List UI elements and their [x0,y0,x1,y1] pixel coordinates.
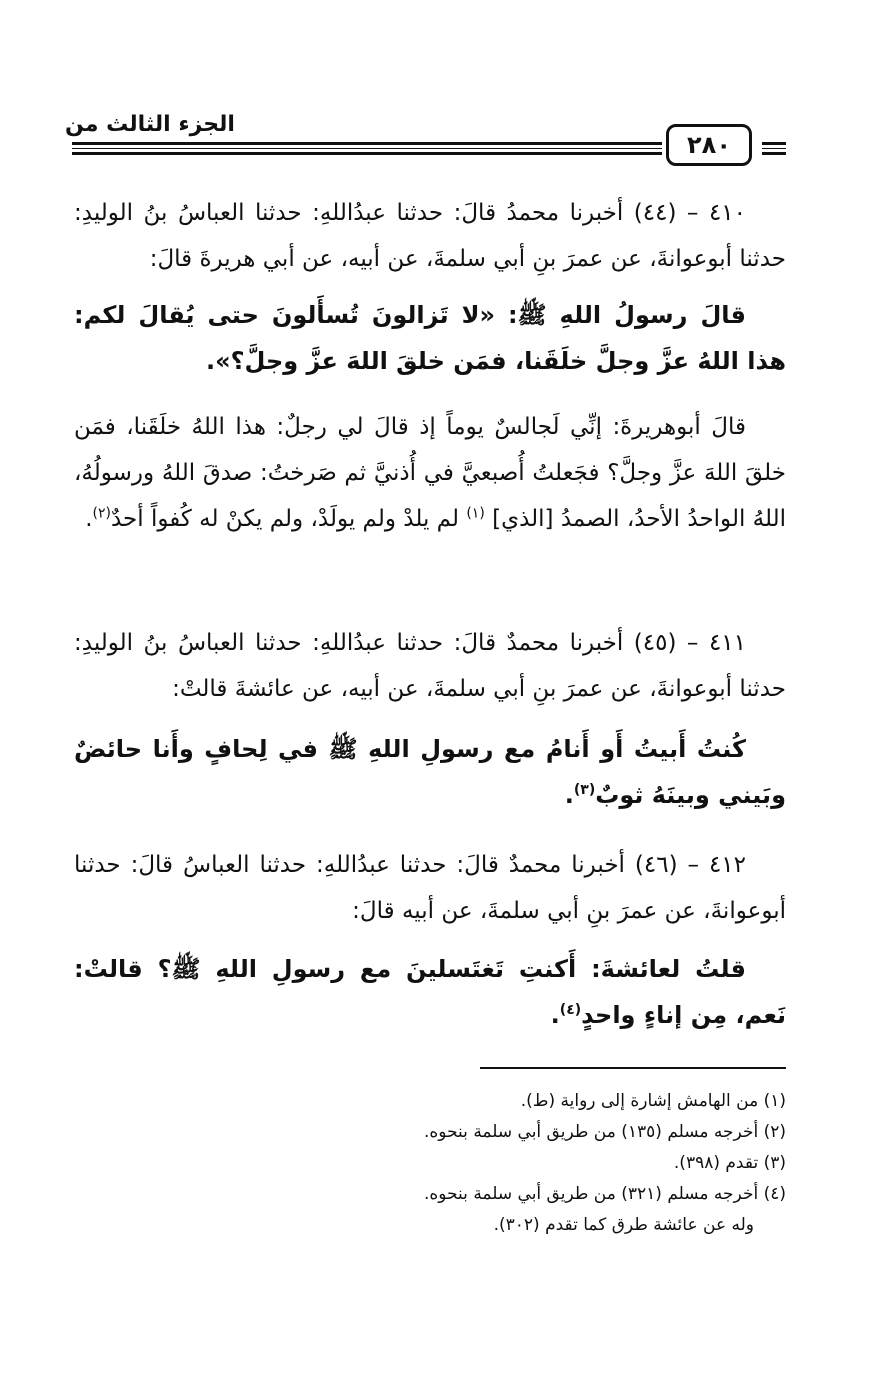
header-rule-line [762,152,786,155]
footnote-marker: (٣) [573,782,596,798]
hadith-410-text: قالَ رسولُ اللهِ ﷺ: «لا تَزالونَ تُسأَلونَ حتى يُقالَ لكم: هذا اللهُ عزَّ وجلَّ خلَقَنا، فمَن خلقَ اللهَ عزَّ وجلَّ؟». [74,301,786,375]
page-number: ٢٨٠ [666,124,752,166]
header-rule-line [72,152,662,155]
commentary-text-end: لم يلدْ ولم يولَدْ، ولم يكنْ له كُفواً أحدٌ [110,506,459,532]
header-rule-line [762,142,786,145]
hadith-411-chain: ٤١١ – (٤٥) أخبرنا محمدٌ قالَ: حدثنا عبدُاللهِ: حدثنا العباسُ بنُ الوليدِ: حدثنا أبوعوانةَ، عن عمرَ بنِ أبي سلمةَ، عن أبيه، عن عائشةَ قالتْ: [74,630,786,702]
header-rule-line [72,148,662,149]
footnote-2: (٢) أخرجه مسلم (١٣٥) من طريق أبي سلمة بنحوه. [423,1122,786,1142]
footnote-1: (١) من الهامش إشارة إلى رواية (ط). [520,1091,786,1111]
hadith-text: قلتُ لعائشةَ: أَكنتِ تَغتَسلينَ مع رسولِ اللهِ ﷺ؟ قالتْ: نَعم، مِن إناءٍ واحدٍ [74,955,786,1029]
hadith-412-text [74,946,786,1038]
header-rule-line [72,142,662,145]
footnotes [74,1086,786,1241]
running-header-title: الجزء الثالث من [65,112,235,137]
footnote-marker: (٤) [559,1002,582,1018]
footnote-marker: (١) [466,505,485,522]
hadith-412-chain: ٤١٢ – (٤٦) أخبرنا محمدٌ قالَ: حدثنا عبدُاللهِ: حدثنا العباسُ قالَ: حدثنا أبوعوانةَ، عن عمرَ بنِ أبي سلمةَ، عن أبيه قالَ: [74,852,786,924]
period: . [564,781,574,809]
header-rule-line [762,148,786,149]
hadith-410-chain: ٤١٠ – (٤٤) أخبرنا محمدُ قالَ: حدثنا عبدُاللهِ: حدثنا العباسُ بنُ الوليدِ: حدثنا أبوعوانةَ، عن عمرَ بنِ أبي سلمةَ، عن أبيه، عن أبي هريرةَ قالَ: [74,200,786,272]
footnote-marker: (٢) [92,505,111,522]
hadith-text: كُنتُ أَبيتُ أَو أَنامُ مع رسولِ اللهِ ﷺ في لِحافٍ وأَنا حائضٌ وبَيني وبينَهُ ثوبٌ [74,735,786,809]
commentary-text: قالَ أبوهريرةَ: إنِّي لَجالسٌ يوماً إذ قالَ لي رجلٌ: هذا اللهُ خلَقَنا، فمَن خلقَ اللهَ عزَّ وجلَّ؟ فجَعلتُ أُصبعيَّ في أُذنيَّ ثم صَرختُ: صدقَ اللهُ ورسولُهُ، اللهُ الواحدُ الأحدُ، الصمدُ [الذي] [74,414,786,532]
footnote-separator [480,1067,786,1069]
period: . [85,506,93,532]
hadith-410-commentary [74,404,786,542]
period: . [550,1001,560,1029]
hadith-411-text [74,726,786,818]
footnote-3: (٣) تقدم (٣٩٨). [673,1153,786,1173]
footnote-4: (٤) أخرجه مسلم (٣٢١) من طريق أبي سلمة بنحوه. [423,1184,786,1204]
footnote-4-continuation: وله عن عائشة طرق كما تقدم (٣٠٢). [493,1215,754,1235]
